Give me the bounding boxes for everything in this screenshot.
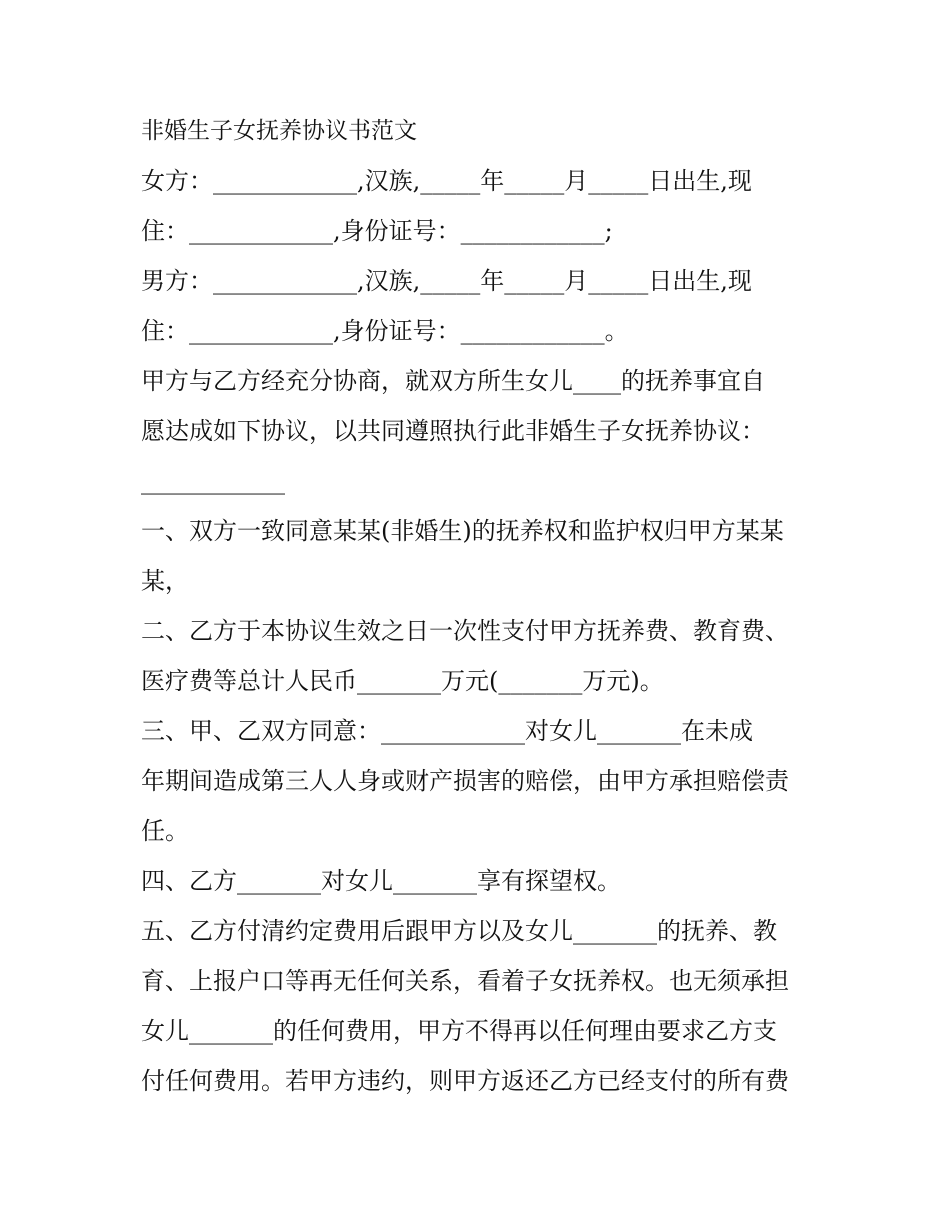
text-line: 育、上报户口等再无任何关系，看着子女抚养权。也无须承担: [141, 967, 789, 995]
text-line: 二、乙方于本协议生效之日一次性支付甲方抚养费、教育费、: [141, 617, 789, 645]
text-line: 甲方与乙方经充分协商，就双方所生女儿____的抚养事宜自: [141, 367, 765, 395]
text-line: 五、乙方付清约定费用后跟甲方以及女儿_______的抚养、教: [141, 917, 777, 945]
text-line: 三、甲、乙双方同意：____________对女儿_______在未成: [141, 717, 753, 745]
text-line: 任。: [141, 817, 189, 845]
document-title: 非婚生子女抚养协议书范文: [141, 118, 417, 144]
text-line: 男方：____________,汉族,_____年_____月_____日出生,现: [141, 267, 752, 295]
text-line: 住：____________,身份证号：____________;: [141, 217, 613, 245]
text-line: ____________: [141, 467, 285, 495]
text-line: 女儿_______的任何费用，甲方不得再以任何理由要求乙方支: [141, 1017, 777, 1045]
text-line: 年期间造成第三人人身或财产损害的赔偿，由甲方承担赔偿责: [141, 767, 789, 795]
text-line: 一、双方一致同意某某(非婚生)的抚养权和监护权归甲方某某: [141, 517, 784, 545]
text-line: 女方：____________,汉族,_____年_____月_____日出生,现: [141, 167, 752, 195]
text-line: 住：____________,身份证号：____________。: [141, 317, 629, 345]
text-line: 四、乙方_______对女儿_______享有探望权。: [141, 867, 621, 895]
text-line: 医疗费等总计人民币_______万元(_______万元)。: [141, 667, 664, 695]
text-line: 付任何费用。若甲方违约，则甲方返还乙方已经支付的所有费: [141, 1067, 789, 1095]
text-line: 某，: [141, 567, 189, 595]
text-line: 愿达成如下协议，以共同遵照执行此非婚生子女抚养协议：: [141, 417, 765, 445]
